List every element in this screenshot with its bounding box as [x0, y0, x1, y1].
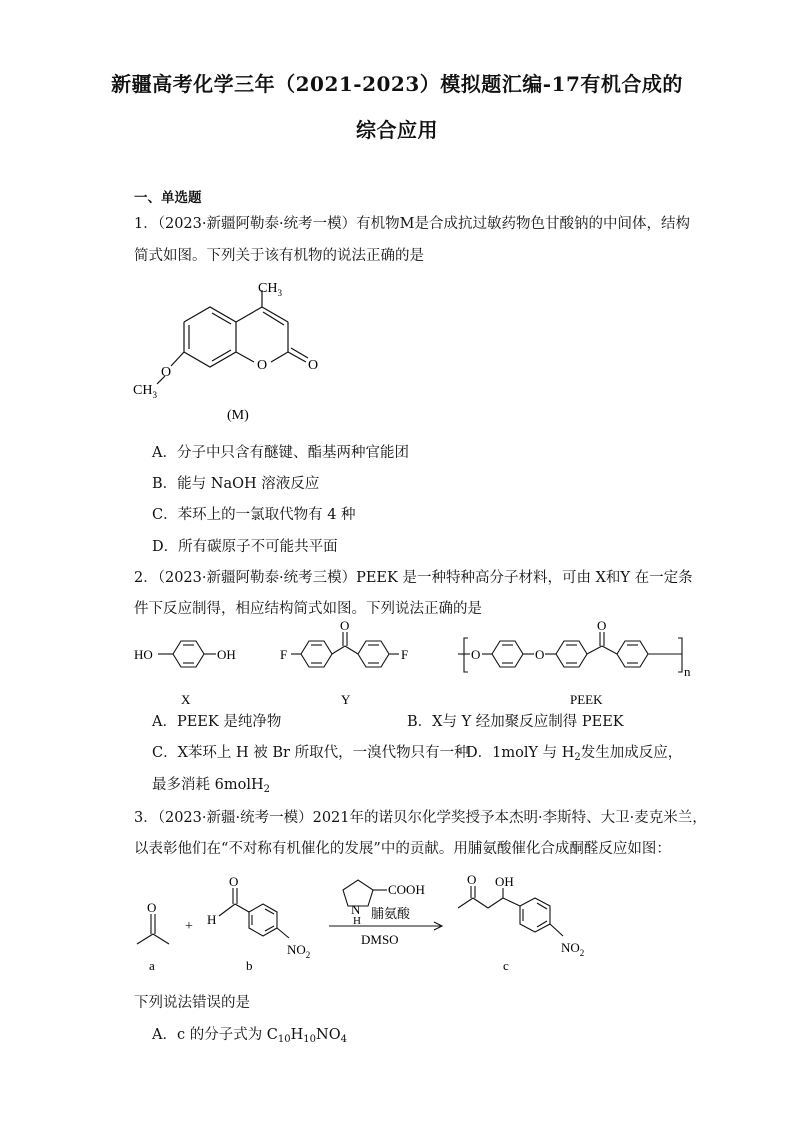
q2-label-peek: PEEK: [570, 692, 603, 706]
q2-peek-oxygen-2: O: [535, 647, 545, 662]
q3-catalyst-cooh: COOH: [388, 882, 425, 897]
q2-option-a: A．PEEK 是纯净物: [152, 714, 282, 730]
q3-catalyst-n: N: [351, 902, 361, 917]
q1-option-a: A．分子中只含有醚键、酯基两种官能团: [152, 445, 409, 461]
q2-stem-line2: 件下反应制得，相应结构简式如图。下列说法正确的是: [134, 601, 482, 617]
q1-structure-figure: [125, 276, 340, 426]
q3-b-h: H: [207, 912, 217, 927]
document-title: 新疆高考化学三年（2021-2023）模拟题汇编-17有机合成的: [111, 72, 683, 96]
q3-label-b: b: [246, 958, 253, 973]
q2-y-f-left: F: [280, 647, 288, 662]
q3-c-oh: OH: [495, 874, 514, 889]
q1-ether-oxygen: O: [161, 365, 172, 380]
document-title-line2: 综合应用: [356, 118, 438, 142]
q3-catalyst-h: H: [353, 915, 361, 927]
q3-a-oxygen: O: [147, 900, 157, 915]
q1-option-d: D．所有碳原子不可能共平面: [152, 539, 338, 555]
q3-option-a: A．c 的分子式为 $C_{10}H_{10}NO_4$: [152, 1027, 347, 1045]
q2-y-f-right: F: [401, 647, 409, 662]
q3-stem-line2: 以表彰他们在“不对称有机催化的发展”中的贡献。用脯氨酸催化合成酮醛反应如图：: [134, 841, 671, 857]
q1-stem-line1: 1．（2023·新疆阿勒泰·统考一模）有机物M是合成抗过敏药物色甘酸钠的中间体，结构: [134, 216, 690, 232]
q2-option-b: B．X与 Y 经加聚反应制得 PEEK: [407, 714, 624, 730]
q2-label-x: X: [181, 692, 191, 706]
q1-carbonyl-oxygen: O: [308, 358, 319, 373]
q3-question: 下列说法错误的是: [134, 995, 250, 1011]
q2-option-c: C．X苯环上 H 被 Br 所取代，一溴代物只有一种: [152, 745, 469, 761]
q2-x-oh: OH: [217, 647, 236, 662]
q2-option-d-line2: 最多消耗 6molH$_2$: [152, 777, 270, 795]
q1-figure-caption: (M): [227, 408, 249, 423]
q2-y-oxygen: O: [340, 618, 350, 633]
q3-stem-line1: 3．（2023·新疆·统考一模）2021年的诺贝尔化学奖授予本杰明·李斯特、大卫·麦克米兰，: [134, 810, 707, 826]
q3-b-oxygen: O: [229, 874, 239, 889]
q2-option-d: D．1molY 与 $H_2$发生加成反应，: [466, 745, 683, 763]
q1-ring-oxygen: O: [257, 358, 268, 373]
q1-option-c: C．苯环上的一氯取代物有 4 种: [152, 507, 356, 523]
q1-ch3-label: $CH_3$: [258, 281, 282, 298]
q3-c-no2: $NO_2$: [561, 940, 585, 958]
q3-label-a: a: [149, 958, 155, 973]
q3-catalyst-name: 脯氨酸: [371, 906, 411, 921]
q2-peek-oxygen-1: O: [471, 647, 481, 662]
section-heading: 一、单选题: [134, 190, 202, 206]
q2-label-y: Y: [341, 692, 351, 706]
q3-b-no2: $NO_2$: [287, 942, 311, 960]
q2-structure-figure: [125, 616, 695, 706]
q1-stem-line2: 简式如图。下列关于该有机物的说法正确的是: [134, 248, 424, 264]
q1-och3-label: $CH_3$: [133, 383, 157, 400]
q2-x-ho: HO: [134, 647, 153, 662]
q3-reaction-figure: [125, 866, 625, 978]
q2-peek-n: n: [684, 664, 691, 679]
q2-peek-carbonyl-oxygen: O: [597, 618, 607, 633]
q3-label-c: c: [503, 958, 509, 973]
q3-c-oxygen: O: [467, 872, 477, 887]
q3-plus-sign: +: [185, 919, 193, 934]
q2-stem-line1: 2．（2023·新疆阿勒泰·统考三模）PEEK 是一种特种高分子材料，可由 X和Y 在一定条: [134, 570, 693, 586]
q3-solvent: DMSO: [361, 932, 399, 947]
q1-option-b: B．能与 NaOH 溶液反应: [152, 476, 320, 492]
